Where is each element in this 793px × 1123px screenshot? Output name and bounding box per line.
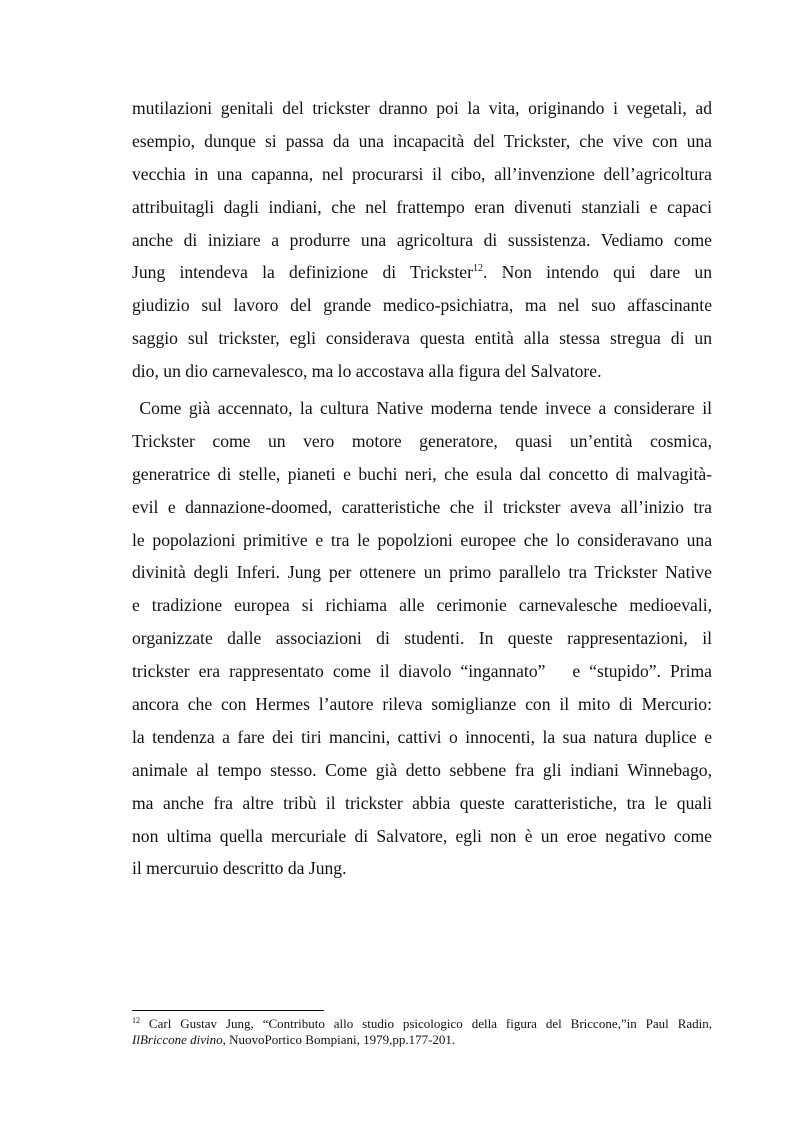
footnote-reference[interactable]: 12: [472, 263, 483, 275]
footnote-text: , NuovoPortico Bompiani, 1979,pp.177-201.: [222, 1032, 456, 1047]
text-line: generatrice di stelle, pianeti e buchi neri, che esula dal concetto di malvagità-: [132, 463, 712, 484]
text-line: esempio, dunque si passa da una incapacità del Trickster, che vive con una: [132, 130, 712, 151]
text-line: trickster era rappresentato come il diavolo “ingannato” e “stupido”. Prima: [132, 661, 712, 682]
footnote: [132, 1016, 712, 1048]
text-line: le popolazioni primitive e tra le popolzioni europee che lo consideravano una: [132, 529, 712, 550]
text-line: la tendenza a fare dei tiri mancini, cattivi o innocenti, la sua natura duplice e: [132, 726, 712, 747]
text-line: evil e dannazione-doomed, caratteristiche che il trickster aveva all’inizio tra: [132, 496, 712, 517]
footnote-separator: [132, 1010, 324, 1011]
text-line: attribuitagli dagli indiani, che nel frattempo eran divenuti stanziali e capaci: [132, 196, 712, 217]
text-line: non ultima quella mercuriale di Salvatore, egli non è un eroe negativo come: [132, 825, 712, 846]
paragraph: [132, 392, 712, 885]
text-line: [132, 256, 712, 289]
text-line: ma anche fra altre tribù il trickster abbia queste caratteristiche, tra le quali: [132, 792, 712, 813]
text-segment: . Non intendo qui dare un: [482, 262, 712, 283]
page-body: [132, 92, 712, 885]
footnote-number: 12: [132, 1016, 140, 1025]
book-title: IlBriccone divino: [132, 1032, 223, 1047]
text-line: Come già accennato, la cultura Native moderna tende invece a considerare il: [132, 398, 712, 419]
text-line: ancora che con Hermes l’autore rileva somiglianze con il mito di Mercurio:: [132, 694, 712, 715]
text-line: vecchia in una capanna, nel procurarsi il cibo, all’invenzione dell’agricoltura: [132, 163, 712, 184]
text-line: dio, un dio carnevalesco, ma lo accostava alla figura del Salvatore.: [132, 361, 602, 382]
footnote-line: [132, 1016, 712, 1032]
text-line: Trickster come un vero motore generatore, quasi un’entità cosmica,: [132, 430, 712, 451]
text-line: animale al tempo stesso. Come già detto sebbene fra gli indiani Winnebago,: [132, 759, 712, 780]
text-line: saggio sul trickster, egli considerava questa entità alla stessa stregua di un: [132, 328, 712, 349]
text-line: divinità degli Inferi. Jung per ottenere un primo parallelo tra Trickster Native: [132, 562, 712, 583]
text-segment: Jung intendeva la definizione di Trickster: [132, 262, 473, 283]
paragraph: [132, 92, 712, 388]
text-line: organizzate dalle associazioni di studenti. In queste rappresentazioni, il: [132, 628, 712, 649]
footnote-line: [132, 1032, 712, 1048]
text-line: il mercuruio descritto da Jung.: [132, 858, 347, 879]
text-line: e tradizione europea si richiama alle cerimonie carnevalesche medioevali,: [132, 595, 712, 616]
footnote-text: Carl Gustav Jung, “Contributo allo studio psicologico della figura del Briccone,”in Paul Radin,: [140, 1016, 712, 1031]
text-line: giudizio sul lavoro del grande medico-psichiatra, ma nel suo affascinante: [132, 295, 712, 316]
text-line: mutilazioni genitali del trickster dranno poi la vita, originando i vegetali, ad: [132, 98, 712, 118]
text-line: anche di iniziare a produrre una agricoltura di sussistenza. Vediamo come: [132, 229, 712, 250]
